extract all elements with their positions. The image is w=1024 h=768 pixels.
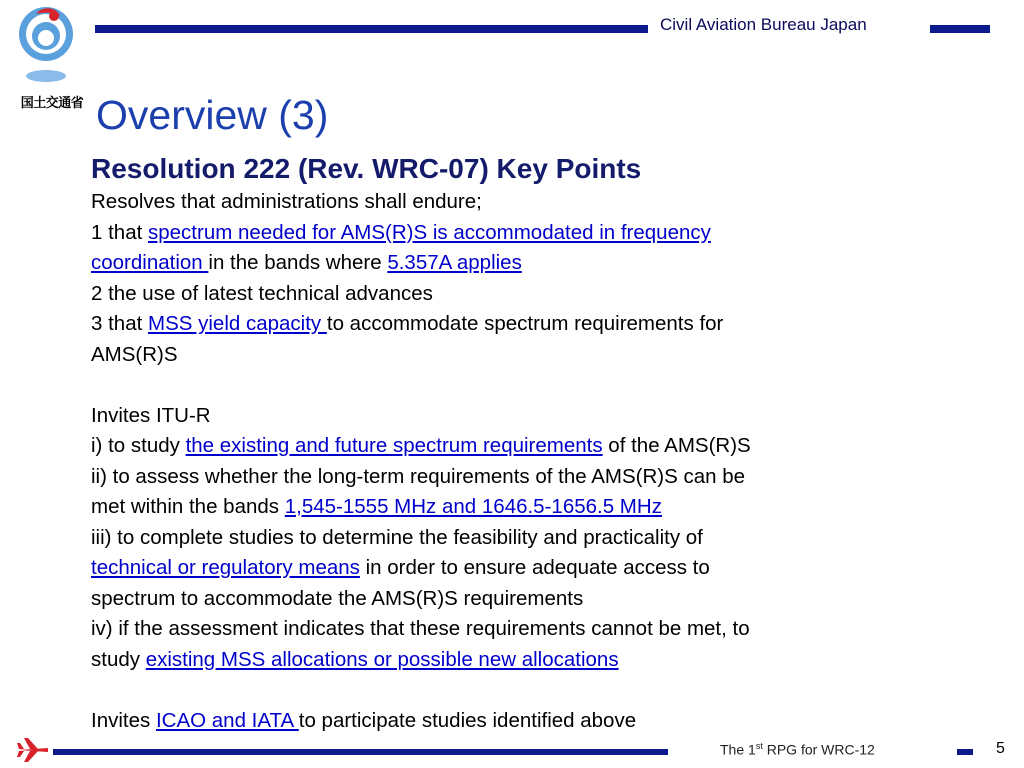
- invites-itu-heading: Invites ITU-R: [91, 403, 211, 427]
- logo-text: 国土交通省: [20, 95, 84, 110]
- footer-bar-accent: [957, 749, 973, 755]
- page-title: Overview (3): [96, 92, 329, 138]
- footer-superscript: st: [755, 741, 763, 751]
- invites-item-i: [91, 431, 931, 462]
- item-i-prefix: i) to study: [91, 434, 186, 457]
- resolves-item-1-line-1: [91, 218, 931, 249]
- link-existing-future-spectrum[interactable]: the existing and future spectrum requirements: [185, 434, 603, 457]
- item-iii-suffix: in order to ensure adequate access to: [359, 556, 710, 579]
- link-technical-regulatory[interactable]: technical or regulatory means: [91, 556, 360, 579]
- page-number: 5: [996, 740, 1005, 757]
- item-i-suffix: of the AMS(R)S: [602, 434, 751, 457]
- invites-item-iii-line-1: iii) to complete studies to determine the feasibility and practicality of: [91, 525, 703, 549]
- invites-item-ii-line-2: [91, 492, 931, 523]
- link-icao-iata[interactable]: ICAO and IATA: [155, 708, 299, 732]
- bureau-name: Civil Aviation Bureau Japan: [660, 15, 867, 34]
- link-spectrum-needed[interactable]: spectrum needed for AMS(R)S is accommodated in frequency: [148, 220, 711, 244]
- item-3-suffix: to accommodate spectrum requirements for: [326, 312, 724, 335]
- item-ii-prefix: met within the bands: [91, 495, 285, 518]
- airplane-icon: [16, 736, 50, 764]
- header-bar: [95, 25, 648, 33]
- item-1-prefix: 1 that: [91, 220, 148, 244]
- invites-item-iii-line-2: [91, 553, 931, 584]
- link-5357a[interactable]: 5.357A applies: [387, 251, 522, 274]
- spacer: [91, 370, 931, 401]
- spacer: [91, 675, 931, 706]
- invites-item-iii-line-3: spectrum to accommodate the AMS(R)S requirements: [91, 586, 584, 610]
- resolves-item-1-line-2: [91, 248, 931, 279]
- footer-caption: [720, 741, 875, 758]
- link-mss-yield[interactable]: MSS yield capacity: [148, 312, 327, 335]
- slide-content: [91, 150, 931, 736]
- footer-bar: [53, 749, 668, 755]
- invites-suffix: to participate studies identified above: [298, 708, 637, 732]
- invites-item-iv-line-2: [91, 645, 931, 676]
- item-1-mid: in the bands where: [208, 251, 388, 274]
- header-bar-accent: [930, 25, 990, 33]
- section-heading: Resolution 222 (Rev. WRC-07) Key Points: [91, 153, 642, 184]
- link-coordination[interactable]: coordination: [91, 251, 209, 274]
- link-bands[interactable]: 1,545-1555 MHz and 1646.5-1656.5 MHz: [284, 495, 662, 518]
- footer-text-part-2: RPG for WRC-12: [762, 741, 875, 758]
- resolves-item-3-line-2: AMS(R)S: [91, 342, 178, 366]
- footer-text-part-1: The 1: [720, 741, 756, 758]
- resolves-item-2: 2 the use of latest technical advances: [91, 281, 433, 305]
- mlit-emblem-icon: [12, 4, 80, 90]
- invites-icao-iata: [91, 706, 931, 737]
- invites-prefix: Invites: [91, 708, 156, 732]
- invites-item-iv-line-1: iv) if the assessment indicates that these requirements cannot be met, to: [91, 617, 750, 640]
- item-3-prefix: 3 that: [91, 312, 148, 335]
- resolves-item-3-line-1: [91, 309, 931, 340]
- invites-item-ii-line-1: ii) to assess whether the long-term requirements of the AMS(R)S can be: [91, 464, 746, 488]
- item-iv-prefix: study: [91, 647, 146, 671]
- link-mss-allocations[interactable]: existing MSS allocations or possible new allocations: [145, 647, 619, 671]
- resolves-intro: Resolves that administrations shall endure;: [91, 190, 482, 213]
- mlit-logo: [12, 4, 84, 114]
